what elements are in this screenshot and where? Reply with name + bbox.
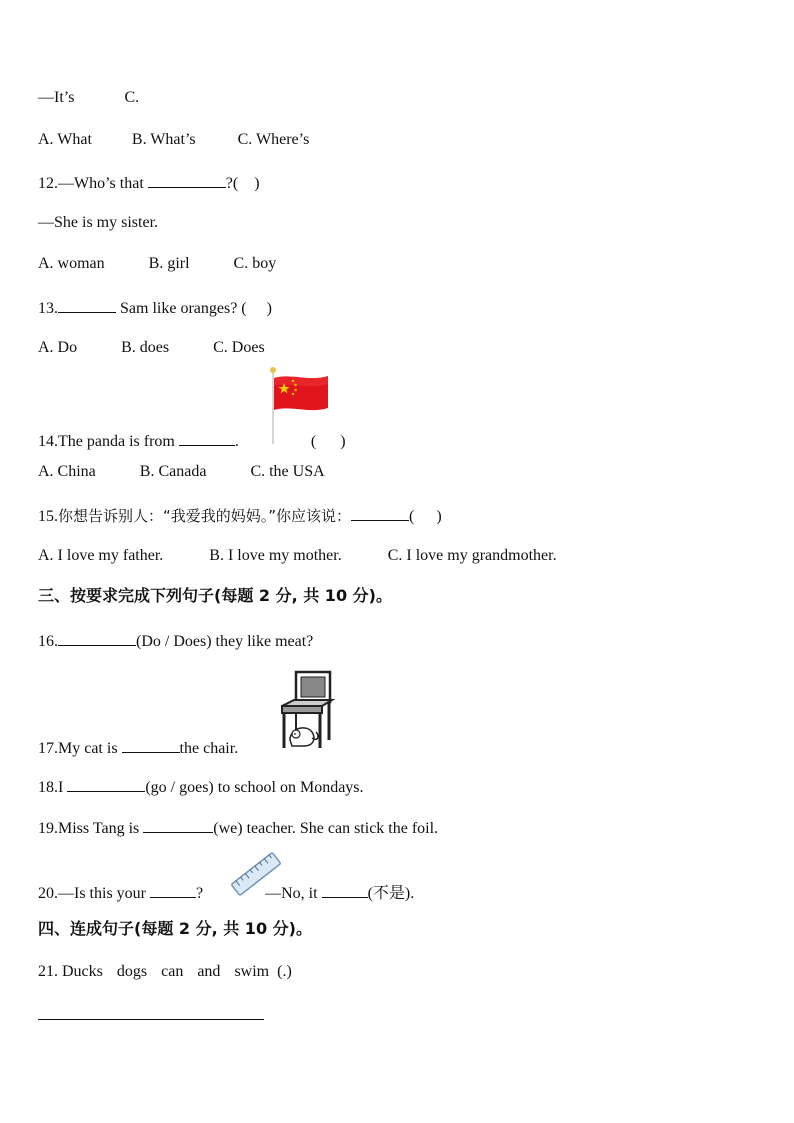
section-4-title: 四、连成句子(每题 2 分, 共 10 分)。 xyxy=(38,919,312,938)
q18-number: 18. xyxy=(38,779,58,796)
q18-stem: I xyxy=(58,779,64,796)
q18-end: (go / goes) to school on Mondays. xyxy=(145,779,364,796)
q12-options xyxy=(38,254,276,274)
q20-question xyxy=(38,881,414,904)
q11-answer-suffix: C. xyxy=(124,89,140,106)
q20-stem: —Is this your xyxy=(58,885,146,902)
q19-blank[interactable] xyxy=(143,816,213,833)
q13-option-a[interactable]: A. Do xyxy=(38,339,78,356)
q19-number: 19. xyxy=(38,820,58,837)
q15-close: ) xyxy=(436,508,442,525)
q15-question xyxy=(38,504,442,527)
q12-option-c[interactable]: C. boy xyxy=(233,255,277,272)
q15-options xyxy=(38,546,557,566)
q11-option-a[interactable]: A. What xyxy=(38,131,92,148)
q15-option-b[interactable]: B. I love my mother. xyxy=(209,547,342,564)
q21-word-3: can xyxy=(161,963,184,980)
q21-question xyxy=(38,962,292,982)
q15-option-c[interactable]: C. I love my grandmother. xyxy=(387,547,557,564)
q14-question xyxy=(38,429,346,452)
q15-blank[interactable] xyxy=(351,504,409,521)
q14-paren-open: ( xyxy=(310,433,317,450)
q11-options xyxy=(38,130,309,150)
q17-stem: My cat is xyxy=(58,740,118,757)
q19-end: (we) teacher. She can stick the foil. xyxy=(213,820,439,837)
q15-number: 15. xyxy=(38,508,58,525)
q13-stem: Sam like oranges? ( xyxy=(120,300,247,317)
q13-blank[interactable] xyxy=(58,296,116,313)
q12-question xyxy=(38,171,260,194)
q20-qmark: ? xyxy=(196,885,204,902)
q17-blank[interactable] xyxy=(122,736,180,753)
q14-option-b[interactable]: B. Canada xyxy=(139,463,207,480)
q11-option-c[interactable]: C. Where’s xyxy=(237,131,310,148)
q12-option-b[interactable]: B. girl xyxy=(148,255,190,272)
q11-answer-prefix: —It’s xyxy=(38,89,75,106)
q12-reply: —She is my sister. xyxy=(38,214,159,231)
q14-option-c[interactable]: C. the USA xyxy=(250,463,325,480)
q12-stem: —Who’s that xyxy=(58,175,144,192)
q17-question xyxy=(38,736,238,759)
q13-close: ) xyxy=(266,300,272,317)
q15-stem: 你想告诉别人：“我爱我的妈妈。”你应该说： xyxy=(58,507,352,525)
q16-blank[interactable] xyxy=(58,629,136,646)
q16-number: 16. xyxy=(38,633,58,650)
q20-blank-2[interactable] xyxy=(322,881,368,898)
q12-number: 12. xyxy=(38,175,58,192)
q19-stem: Miss Tang is xyxy=(58,820,140,837)
q16-stem: (Do / Does) they like meat? xyxy=(136,633,314,650)
q18-blank[interactable] xyxy=(67,775,145,792)
q15-option-a[interactable]: A. I love my father. xyxy=(38,547,164,564)
q13-question xyxy=(38,296,272,319)
q12-close: ) xyxy=(254,175,260,192)
q17-end: the chair. xyxy=(179,740,239,757)
q14-number: 14. xyxy=(38,433,58,450)
q19-question xyxy=(38,816,438,839)
q12-blank[interactable] xyxy=(148,171,226,188)
q21-answer-line[interactable] xyxy=(38,1019,264,1020)
q20-reply-end: (不是). xyxy=(367,885,415,902)
q14-paren-close: ) xyxy=(340,433,346,450)
q18-question xyxy=(38,775,364,798)
q20-reply: —No, it xyxy=(265,885,318,902)
q14-dot: . xyxy=(234,433,239,450)
q17-number: 17. xyxy=(38,740,58,757)
q14-options xyxy=(38,462,325,482)
q14-option-a[interactable]: A. China xyxy=(38,463,96,480)
q11-answer-line xyxy=(38,88,139,108)
q21-word-6: (.) xyxy=(277,963,292,980)
q12-option-a[interactable]: A. woman xyxy=(38,255,105,272)
q21-word-4: and xyxy=(197,963,221,980)
q13-option-b[interactable]: B. does xyxy=(121,339,170,356)
chair-with-cat-image xyxy=(276,668,336,752)
q21-word-1: Ducks xyxy=(62,963,103,980)
q12-end: ?( xyxy=(225,175,239,192)
q13-option-c[interactable]: C. Does xyxy=(213,339,265,356)
q20-blank-1[interactable] xyxy=(150,881,196,898)
q21-word-2: dogs xyxy=(116,963,148,980)
section-3-title: 三、按要求完成下列句子(每题 2 分, 共 10 分)。 xyxy=(38,586,392,605)
q11-option-b[interactable]: B. What’s xyxy=(131,131,196,148)
q14-stem: The panda is from xyxy=(58,433,175,450)
q21-number: 21. xyxy=(38,963,58,980)
q16-question xyxy=(38,629,313,652)
q20-number: 20. xyxy=(38,885,58,902)
q13-number: 13. xyxy=(38,300,58,317)
q21-word-5: swim xyxy=(234,963,270,980)
q15-open: ( xyxy=(409,508,415,525)
q14-blank[interactable] xyxy=(179,429,235,446)
q13-options xyxy=(38,338,265,358)
